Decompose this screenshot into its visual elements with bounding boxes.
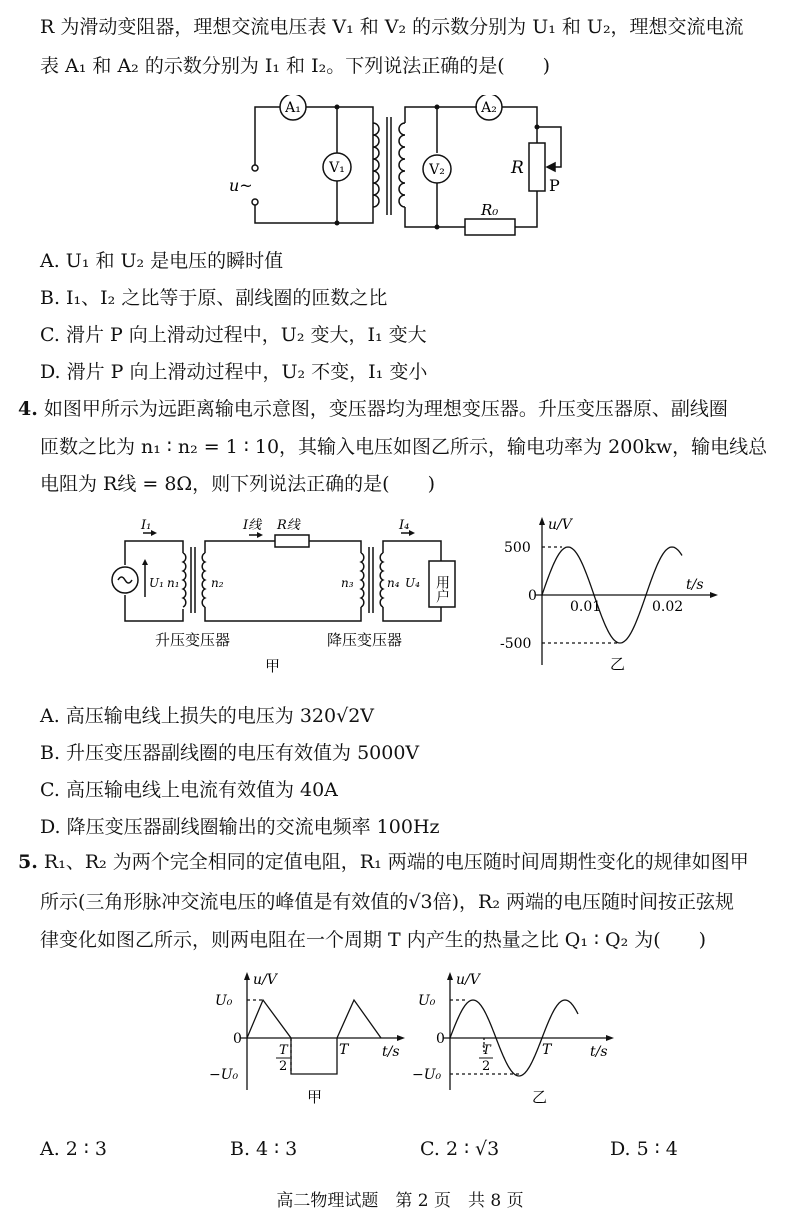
turns-n1-label: n₁ <box>167 576 180 590</box>
q5a-u0-label: U₀ <box>215 993 233 1009</box>
q4-voltage-graph <box>500 515 725 675</box>
q4-figure-a-caption: 甲 <box>265 657 281 675</box>
q4-option-b: B. 升压变压器副线圈的电压有效值为 5000V <box>40 742 420 764</box>
current-i1-label: I₁ <box>141 518 152 533</box>
voltmeter-v2-label: V₂ <box>429 162 445 178</box>
q4-graph-ymin: -500 <box>500 636 532 652</box>
q4-line-1-text: 如图甲所示为远距离输电示意图，变压器均为理想变压器。升压变压器原、副线圈 <box>43 398 728 420</box>
q5a-period-label: T <box>339 1042 349 1058</box>
current-i4-label: I₄ <box>399 518 410 533</box>
q5b-period-label: T <box>542 1042 552 1058</box>
q5a-half-period-numerator: T <box>279 1043 288 1058</box>
q5b-ylabel: u/V <box>456 972 480 988</box>
source-u-label: u~ <box>229 176 253 195</box>
q4-figure-b-caption: 乙 <box>610 655 626 673</box>
q5-line-3: 律变化如图乙所示，则两电阻在一个周期 T 内产生的热量之比 Q₁ ∶ Q₂ 为( ) <box>40 929 707 951</box>
q5-triangle-pulses <box>247 1000 381 1074</box>
q5-figure-a-caption: 甲 <box>307 1088 323 1106</box>
q4-graph-t2: 0.02 <box>652 599 684 615</box>
q5-triangle-graph <box>205 970 410 1115</box>
q5a-neg-u0-label: −U₀ <box>209 1067 239 1083</box>
q3-line-1: R 为滑动变阻器，理想交流电压表 V₁ 和 V₂ 的示数分别为 U₁ 和 U₂，理想交流电流 <box>40 16 744 38</box>
ammeter-a2-label: A₂ <box>481 100 497 116</box>
q4-option-d: D. 降压变压器副线圈输出的交流电频率 100Hz <box>40 816 440 838</box>
q5-choice-c: C. 2 ∶ √3 <box>420 1138 500 1160</box>
q5b-origin: 0 <box>436 1031 445 1047</box>
current-iline-label: I线 <box>243 518 262 533</box>
q4-line-1 <box>18 396 728 422</box>
q3-option-a: A. U₁ 和 U₂ 是电压的瞬时值 <box>40 250 284 272</box>
voltage-u4-label: U₄ <box>405 576 420 590</box>
voltmeter-v1-label: V₁ <box>329 160 345 176</box>
q4-line-3: 电阻为 R线 = 8Ω，则下列说法正确的是( ) <box>40 473 436 495</box>
q3-transformer-circuit <box>225 95 585 245</box>
q5a-origin: 0 <box>233 1031 242 1047</box>
q5-figure-b-caption: 乙 <box>532 1088 548 1106</box>
q5-choice-d: D. 5 ∶ 4 <box>610 1138 678 1160</box>
q4-graph-origin: 0 <box>528 588 537 604</box>
q3-option-b: B. I₁、I₂ 之比等于原、副线圈的匝数之比 <box>40 287 388 309</box>
q4-graph-t1: 0.01 <box>570 599 602 615</box>
slider-p-label: P <box>549 176 560 195</box>
q4-option-a: A. 高压输电线上损失的电压为 320√2V <box>40 705 375 727</box>
ammeter-a1-label: A₁ <box>285 100 301 116</box>
resistor-rline-label: R线 <box>277 518 300 533</box>
resistor-r0-label: R₀ <box>481 201 499 219</box>
resistor-r-label: R <box>511 158 524 178</box>
q4-number: 4. <box>18 398 38 420</box>
q5-number: 5. <box>18 851 38 873</box>
q4-transmission-circuit <box>105 515 475 680</box>
voltage-u1-label: U₁ <box>149 576 164 590</box>
q5-sine-graph <box>410 970 620 1115</box>
user-load-label: 用户 <box>434 575 450 603</box>
q5b-xlabel: t/s <box>590 1044 608 1060</box>
q3-line-2: 表 A₁ 和 A₂ 的示数分别为 I₁ 和 I₂。下列说法正确的是( ) <box>40 55 551 77</box>
q4-graph-ymax: 500 <box>504 540 531 556</box>
step-down-transformer-label: 降压变压器 <box>327 631 403 649</box>
q4-option-c: C. 高压输电线上电流有效值为 40A <box>40 779 338 801</box>
q5b-half-period-numerator: T <box>482 1043 491 1058</box>
turns-n2-label: n₂ <box>211 576 224 590</box>
q3-option-c: C. 滑片 P 向上滑动过程中，U₂ 变大，I₁ 变大 <box>40 324 427 346</box>
q4-graph-xlabel: t/s <box>686 577 704 593</box>
q5-choice-a: A. 2 ∶ 3 <box>40 1138 108 1160</box>
q5b-neg-u0-label: −U₀ <box>412 1067 442 1083</box>
q5b-half-period-denominator: 2 <box>482 1059 491 1074</box>
q5-line-2: 所示(三角形脉冲交流电压的峰值是有效值的√3倍)，R₂ 两端的电压随时间按正弦规 <box>40 891 734 913</box>
q3-option-d: D. 滑片 P 向上滑动过程中，U₂ 不变，I₁ 变小 <box>40 361 428 383</box>
turns-n3-label: n₃ <box>341 576 354 590</box>
q5-line-1 <box>18 849 749 875</box>
q5-line-1-text: R₁、R₂ 为两个完全相同的定值电阻，R₁ 两端的电压随时间周期性变化的规律如图甲 <box>43 851 749 873</box>
turns-n4-label: n₄ <box>387 576 400 590</box>
q5a-ylabel: u/V <box>253 972 277 988</box>
q5b-u0-label: U₀ <box>418 993 436 1009</box>
q4-line-2: 匝数之比为 n₁ ∶ n₂ = 1 ∶ 10，其输入电压如图乙所示，输电功率为 200kw，输电线总 <box>40 436 768 458</box>
page-footer: 高二物理试题 第 2 页 共 8 页 <box>276 1191 524 1211</box>
step-up-transformer-label: 升压变压器 <box>155 631 231 649</box>
q5-choice-b: B. 4 ∶ 3 <box>230 1138 298 1160</box>
q5a-xlabel: t/s <box>382 1044 400 1060</box>
q4-graph-ylabel: u/V <box>548 517 572 533</box>
q5a-half-period-denominator: 2 <box>279 1059 288 1074</box>
